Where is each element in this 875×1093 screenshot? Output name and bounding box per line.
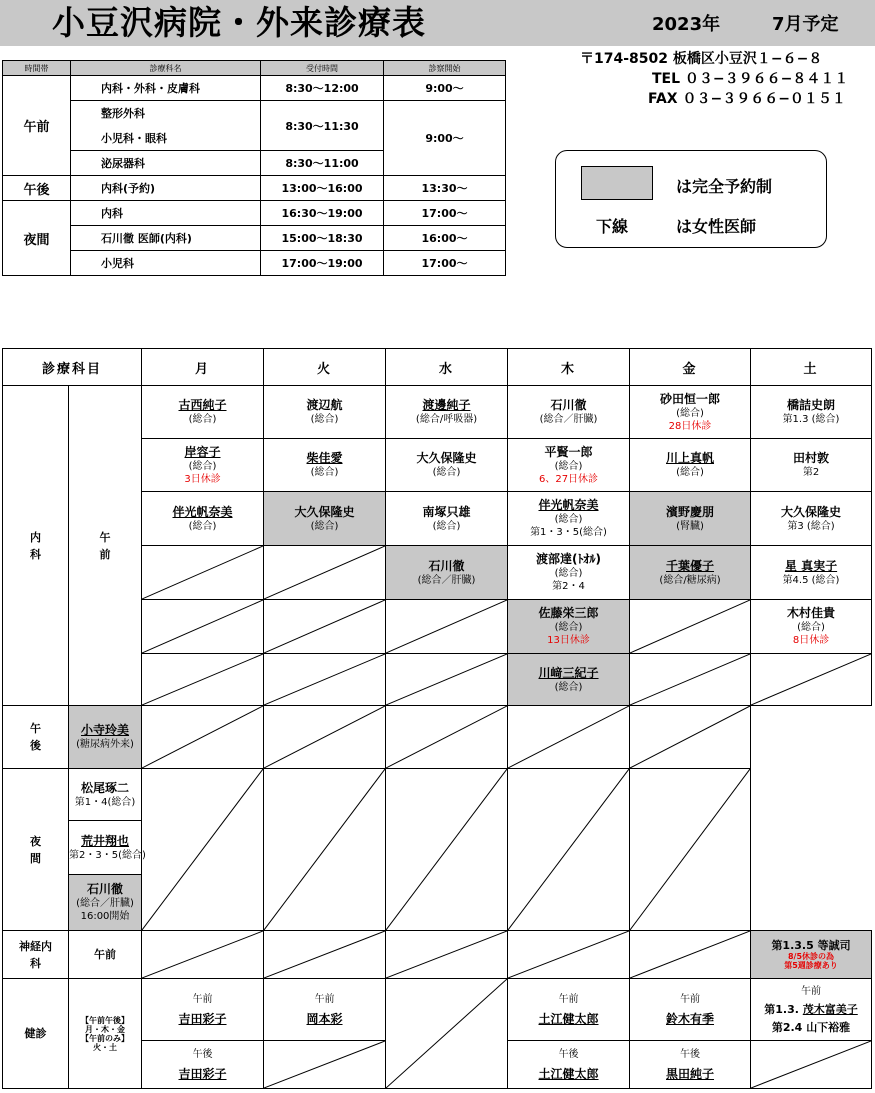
hours-start: 9:00～ bbox=[384, 101, 506, 176]
doctor-specialty: 第2 bbox=[802, 467, 820, 478]
doctor-specialty: (総合) bbox=[554, 681, 583, 693]
empty-cell bbox=[264, 546, 386, 600]
hours-reception: 16:30～19:00 bbox=[261, 201, 384, 226]
empty-cell bbox=[386, 931, 508, 979]
closure-note: 6、27日休診 bbox=[538, 473, 599, 485]
hours-reception: 8:30～11:00 bbox=[261, 151, 384, 176]
empty-slash bbox=[386, 706, 507, 768]
doctor-name: 古西純子 bbox=[178, 398, 227, 412]
doctor-cell bbox=[751, 931, 872, 979]
legend-underline-label: 下線 bbox=[596, 217, 629, 236]
checkup-note-line: 【午前午後】 bbox=[81, 1015, 129, 1025]
doctor-name: 濱野慶朋 bbox=[666, 504, 715, 519]
doctor-name: 千葉優子 bbox=[666, 558, 715, 573]
doctor-specialty: (総合／肝臓) bbox=[539, 414, 598, 425]
checkup-note bbox=[69, 979, 142, 1089]
page-title: 小豆沢病院・外来診療表 bbox=[52, 3, 426, 42]
empty-slash bbox=[264, 1041, 385, 1088]
hours-reception: 15:00～18:30 bbox=[261, 226, 384, 251]
empty-slash bbox=[508, 706, 629, 768]
doctor-name: 伴光帆奈美 bbox=[538, 498, 599, 512]
day-header: 水 bbox=[386, 349, 508, 386]
doctor-cell bbox=[630, 546, 751, 600]
empty-cell bbox=[142, 654, 264, 706]
section-neuro bbox=[3, 931, 69, 979]
legend-box bbox=[555, 150, 827, 248]
empty-slash bbox=[386, 600, 507, 653]
doctor-week-note: 第1・3・5(総合) bbox=[530, 527, 607, 538]
doctor-cell bbox=[630, 979, 751, 1041]
doctor-name: 砂田恒一郎 bbox=[660, 391, 721, 406]
empty-slash bbox=[264, 600, 385, 653]
session-label: 午前 bbox=[558, 993, 579, 1005]
fax-number: FAX ０３−３９６６−０１５１ bbox=[648, 91, 846, 107]
closure-note: 28日休診 bbox=[668, 420, 712, 432]
doctor-name: 吉田彩子 bbox=[178, 1066, 227, 1081]
section-pm-label: 午後 bbox=[30, 722, 41, 752]
hours-header-dept: 診療科名 bbox=[71, 61, 261, 76]
hours-dept: 内科(予約) bbox=[71, 176, 261, 201]
empty-slash bbox=[630, 769, 750, 930]
closure-note: 第5週診療あり bbox=[784, 961, 838, 970]
hours-dept: 内科・外科・皮膚科 bbox=[71, 76, 261, 101]
session-label: 午前 bbox=[314, 993, 335, 1005]
empty-cell bbox=[264, 769, 386, 931]
hours-dept: 石川徹 医師(内科) bbox=[71, 226, 261, 251]
doctor-cell bbox=[264, 979, 386, 1041]
doctor-name: 渡部達(ﾄｵﾙ) bbox=[536, 552, 601, 566]
empty-slash bbox=[751, 654, 871, 705]
doctor-name: 吉田彩子 bbox=[178, 1011, 227, 1026]
empty-cell bbox=[142, 600, 264, 654]
doctor-cell bbox=[751, 386, 872, 439]
empty-cell bbox=[264, 706, 386, 769]
doctor-name: 第1.3.5 等誠司 bbox=[771, 939, 851, 952]
hours-table bbox=[2, 60, 506, 276]
doctor-cell bbox=[751, 979, 872, 1041]
doctor-specialty: (総合) bbox=[676, 467, 704, 478]
doctor-name: 平賢一郎 bbox=[544, 444, 593, 459]
session-label: 午前 bbox=[680, 993, 701, 1005]
doctor-cell bbox=[630, 492, 751, 546]
doctor-specialty: (総合) bbox=[554, 622, 583, 633]
doctor-name: 木村佳貴 bbox=[787, 606, 836, 620]
doctor-cell bbox=[264, 492, 386, 546]
doctor-cell bbox=[69, 875, 142, 931]
doctor-cell bbox=[142, 386, 264, 439]
doctor-cell bbox=[142, 979, 264, 1041]
section-night bbox=[3, 769, 69, 931]
section-pm bbox=[3, 706, 69, 769]
doctor-cell bbox=[508, 546, 630, 600]
empty-cell bbox=[386, 769, 508, 931]
closure-note: 13日休診 bbox=[547, 635, 590, 646]
empty-slash bbox=[142, 931, 263, 978]
section-am bbox=[69, 386, 142, 706]
empty-cell bbox=[142, 546, 264, 600]
doctor-name: 黒田純子 bbox=[666, 1066, 715, 1081]
doctor-name: 星 真実子 bbox=[784, 558, 838, 573]
empty-cell bbox=[264, 654, 386, 706]
doctor-cell bbox=[142, 1041, 264, 1089]
doctor-cell bbox=[386, 439, 508, 492]
hours-start: 13:30～ bbox=[384, 176, 506, 201]
doctor-cell bbox=[508, 492, 630, 546]
day-header: 木 bbox=[508, 349, 630, 386]
doctor-specialty: 第1・4(総合) bbox=[74, 796, 136, 808]
doctor-name: 佐藤栄三郎 bbox=[538, 606, 599, 620]
hours-dept: 小児科・眼科 bbox=[71, 126, 261, 151]
closure-note: 8日休診 bbox=[792, 635, 830, 646]
session-label: 午後 bbox=[192, 1048, 213, 1060]
week-prefix: 第2.4 bbox=[771, 1020, 803, 1034]
doctor-cell bbox=[386, 546, 508, 600]
empty-cell bbox=[508, 931, 630, 979]
empty-slash bbox=[264, 931, 385, 978]
doctor-cell bbox=[69, 821, 146, 875]
doctor-cell bbox=[142, 439, 264, 492]
doctor-cell bbox=[751, 546, 872, 600]
doctor-name: 大久保隆史 bbox=[294, 504, 355, 519]
checkup-note-line: 【午前のみ】 bbox=[81, 1033, 129, 1043]
hours-start: 16:00～ bbox=[384, 226, 506, 251]
legend-underline-text: は女性医師 bbox=[676, 217, 757, 236]
hours-reception: 13:00～16:00 bbox=[261, 176, 384, 201]
doctor-name: 土江健太郎 bbox=[538, 1011, 599, 1026]
hours-reception: 8:30～11:30 bbox=[261, 101, 384, 151]
empty-cell bbox=[630, 931, 751, 979]
doctor-cell bbox=[508, 439, 630, 492]
empty-slash bbox=[142, 654, 263, 705]
week-prefix: 第1.3. bbox=[764, 1002, 799, 1016]
doctor-cell bbox=[508, 386, 630, 439]
doctor-specialty: (総合) bbox=[797, 622, 825, 633]
doctor-name: 岡本彩 bbox=[306, 1011, 343, 1026]
doctor-name: 石川徹 bbox=[87, 882, 124, 896]
section-neuro-label: 神経内科 bbox=[19, 939, 52, 970]
empty-cell bbox=[751, 654, 872, 706]
empty-cell bbox=[264, 600, 386, 654]
empty-slash bbox=[142, 769, 263, 930]
hours-dept: 内科 bbox=[71, 201, 261, 226]
doctor-specialty: (総合) bbox=[554, 568, 583, 579]
doctor-specialty: (総合) bbox=[188, 520, 217, 532]
hours-header-start: 診察開始 bbox=[384, 61, 506, 76]
doctor-cell bbox=[508, 1041, 630, 1089]
session-label: 午前 bbox=[192, 993, 213, 1005]
empty-cell bbox=[630, 600, 751, 654]
empty-cell bbox=[630, 654, 751, 706]
doctor-cell bbox=[142, 492, 264, 546]
doctor-name: 田村敦 bbox=[793, 451, 830, 465]
empty-slash bbox=[630, 706, 750, 768]
hours-reception: 8:30～12:00 bbox=[261, 76, 384, 101]
section-checkup: 健診 bbox=[3, 979, 69, 1089]
hours-group-night: 夜間 bbox=[3, 201, 71, 276]
doctor-name: 石川徹 bbox=[428, 558, 465, 573]
empty-cell bbox=[264, 931, 386, 979]
doctor-specialty: (総合) bbox=[432, 467, 461, 478]
hours-dept: 小児科 bbox=[71, 251, 261, 276]
empty-cell bbox=[630, 769, 751, 931]
schedule-table bbox=[2, 348, 872, 1089]
doctor-name: 渡辺航 bbox=[306, 398, 343, 412]
section-internal-label: 内科 bbox=[30, 530, 41, 561]
doctor-name: 岸容子 bbox=[184, 444, 221, 459]
doctor-specialty: (腎臓) bbox=[676, 520, 704, 532]
doctor-name: 松尾琢二 bbox=[81, 780, 130, 795]
doctor-specialty: (総合) bbox=[554, 514, 583, 525]
doctor-name: 伴光帆奈美 bbox=[172, 504, 233, 519]
doctor-name: 鈴木有季 bbox=[666, 1011, 715, 1026]
doctor-line bbox=[751, 1020, 871, 1035]
doctor-name: 山下裕雅 bbox=[806, 1020, 851, 1034]
hours-start: 9:00～ bbox=[384, 76, 506, 101]
doctor-specialty: 第1.3 (総合) bbox=[782, 414, 840, 425]
hours-group-pm: 午後 bbox=[3, 176, 71, 201]
doctor-cell bbox=[508, 654, 630, 706]
tel-number: TEL ０３−３９６６−８４１１ bbox=[652, 71, 849, 87]
doctor-cell bbox=[69, 769, 142, 821]
empty-slash bbox=[630, 654, 750, 705]
section-internal bbox=[3, 386, 69, 706]
empty-cell bbox=[508, 706, 630, 769]
empty-slash bbox=[264, 769, 385, 930]
hours-header-period: 時間帯 bbox=[3, 61, 71, 76]
hours-header-reception: 受付時間 bbox=[261, 61, 384, 76]
hours-start: 17:00～ bbox=[384, 251, 506, 276]
checkup-note-line: 月・木・金 bbox=[85, 1024, 125, 1034]
doctor-specialty: (総合) bbox=[310, 520, 339, 532]
day-header: 金 bbox=[630, 349, 751, 386]
empty-slash bbox=[630, 600, 750, 653]
doctor-cell bbox=[508, 979, 630, 1041]
empty-slash bbox=[142, 546, 263, 599]
doctor-cell bbox=[751, 492, 872, 546]
empty-slash bbox=[264, 706, 385, 768]
empty-cell bbox=[264, 1041, 386, 1089]
legend-gray-text: は完全予約制 bbox=[676, 177, 773, 196]
doctor-name: 大久保隆史 bbox=[416, 451, 477, 465]
doctor-name: 川上真帆 bbox=[666, 451, 715, 465]
session-label: 午後 bbox=[558, 1048, 579, 1060]
doctor-specialty: (糖尿病外来) bbox=[76, 739, 134, 750]
empty-slash bbox=[508, 769, 629, 930]
postal-address: 〒174-8502 板橋区小豆沢１−６−８ bbox=[580, 51, 823, 67]
empty-slash bbox=[386, 979, 507, 1088]
empty-cell bbox=[142, 769, 264, 931]
schedule-header-subject: 診療科目 bbox=[3, 349, 142, 386]
doctor-name: 小寺玲美 bbox=[81, 723, 130, 737]
empty-cell bbox=[386, 600, 508, 654]
section-night-label: 夜間 bbox=[30, 834, 41, 865]
empty-slash bbox=[508, 931, 629, 978]
doctor-cell bbox=[630, 439, 751, 492]
doctor-name: 茂木富美子 bbox=[802, 1002, 858, 1016]
empty-slash bbox=[630, 931, 750, 978]
doctor-week-note: 16:00開始 bbox=[80, 911, 130, 922]
doctor-specialty: 第3 (総合) bbox=[787, 520, 835, 532]
hours-group-am: 午前 bbox=[3, 76, 71, 176]
doctor-name: 土江健太郎 bbox=[538, 1066, 599, 1081]
doctor-cell bbox=[630, 386, 751, 439]
doctor-specialty: (総合) bbox=[310, 414, 339, 425]
doctor-name: 渡邊純子 bbox=[422, 398, 471, 412]
year-label: 2023年 bbox=[652, 14, 721, 35]
doctor-cell bbox=[508, 600, 630, 654]
empty-cell bbox=[751, 1041, 872, 1089]
closure-note: 8/5休診の為 bbox=[787, 952, 835, 961]
doctor-specialty: (総合/糖尿病) bbox=[659, 574, 721, 586]
doctor-specialty: 第4.5 (総合) bbox=[782, 574, 840, 586]
empty-cell bbox=[630, 706, 751, 769]
section-neuro-am: 午前 bbox=[69, 931, 142, 979]
empty-slash bbox=[386, 931, 507, 978]
empty-slash bbox=[264, 546, 385, 599]
doctor-name: 川﨑三紀子 bbox=[538, 665, 599, 680]
doctor-specialty: (総合) bbox=[432, 520, 461, 532]
empty-cell bbox=[386, 654, 508, 706]
session-label: 午前 bbox=[801, 985, 822, 997]
hours-dept: 泌尿器科 bbox=[71, 151, 261, 176]
doctor-cell bbox=[69, 706, 142, 769]
doctor-specialty: (総合) bbox=[188, 414, 217, 425]
legend-gray-swatch bbox=[581, 166, 653, 200]
hours-start: 17:00～ bbox=[384, 201, 506, 226]
doctor-specialty: (総合／肝臓) bbox=[417, 574, 476, 586]
day-header: 火 bbox=[264, 349, 386, 386]
doctor-line bbox=[751, 1002, 871, 1017]
doctor-specialty: 第2・3・5(総合) bbox=[69, 849, 146, 861]
doctor-cell bbox=[386, 492, 508, 546]
doctor-specialty: (総合) bbox=[188, 460, 217, 472]
checkup-note-line: 火・土 bbox=[93, 1042, 117, 1052]
doctor-cell bbox=[630, 1041, 751, 1089]
doctor-name: 石川徹 bbox=[550, 398, 587, 412]
doctor-specialty: (総合) bbox=[554, 460, 583, 472]
doctor-cell bbox=[751, 600, 872, 654]
doctor-cell bbox=[264, 386, 386, 439]
doctor-name: 荒井翔也 bbox=[81, 833, 130, 848]
empty-slash bbox=[142, 706, 263, 768]
closure-note: 3日休診 bbox=[184, 473, 221, 485]
empty-cell bbox=[142, 931, 264, 979]
empty-slash bbox=[386, 769, 507, 930]
doctor-name: 柴佳愛 bbox=[306, 451, 343, 465]
doctor-week-note: 第2・4 bbox=[552, 581, 585, 592]
doctor-name: 大久保隆史 bbox=[781, 504, 842, 519]
doctor-cell bbox=[386, 386, 508, 439]
doctor-specialty: (総合/呼吸器) bbox=[415, 414, 478, 425]
doctor-name: 橋詰史朗 bbox=[787, 398, 836, 412]
empty-slash bbox=[751, 1041, 871, 1088]
session-label: 午後 bbox=[680, 1048, 701, 1060]
doctor-cell bbox=[751, 439, 872, 492]
empty-cell bbox=[386, 979, 508, 1089]
doctor-specialty: (総合／肝臓) bbox=[76, 898, 134, 909]
plan-label: 7月予定 bbox=[772, 14, 839, 35]
doctor-specialty: (総合) bbox=[676, 407, 704, 419]
empty-cell bbox=[386, 706, 508, 769]
empty-cell bbox=[508, 769, 630, 931]
day-header: 月 bbox=[142, 349, 264, 386]
empty-slash bbox=[142, 600, 263, 653]
day-header: 土 bbox=[751, 349, 872, 386]
doctor-specialty: (総合) bbox=[310, 467, 339, 478]
empty-slash bbox=[264, 654, 385, 705]
empty-cell bbox=[142, 706, 264, 769]
doctor-name: 南塚只雄 bbox=[422, 504, 471, 519]
hours-reception: 17:00～19:00 bbox=[261, 251, 384, 276]
doctor-cell bbox=[264, 439, 386, 492]
empty-slash bbox=[386, 654, 507, 705]
hours-dept: 整形外科 bbox=[71, 101, 261, 126]
section-am-label: 午前 bbox=[99, 530, 111, 561]
